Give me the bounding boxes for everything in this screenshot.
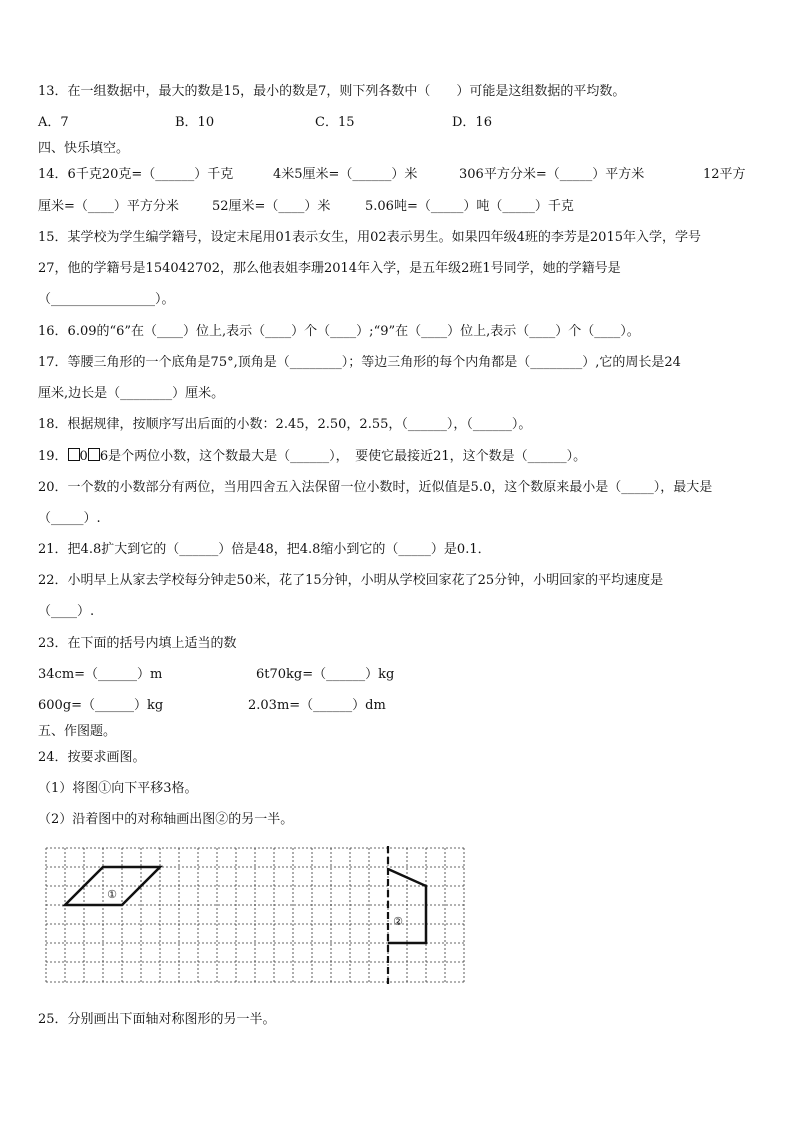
q17-line2: 厘米,边长是（________）厘米。 [38, 386, 225, 401]
figure-1-label: ① [107, 888, 117, 901]
option-a: A．7 [38, 115, 69, 130]
option-d: D．16 [452, 115, 492, 130]
q14-part7: 5.06吨=（_____）吨（_____）千克 [365, 199, 574, 214]
section-4-heading: 四、快乐填空。 [38, 141, 130, 156]
q25-stem: 25．分别画出下面轴对称图形的另一半。 [38, 1012, 276, 1027]
q17-line1: 17．等腰三角形的一个底角是75°,顶角是（________）；等边三角形的每个内角都是（________）,它的周长是24 [38, 355, 681, 370]
q19-digit: 0 [79, 449, 88, 464]
q15-line1: 15．某学校为学生编学籍号，设定末尾用01表示女生，用02表示男生。如果四年级4班的李芳是2015年入学，学号 [38, 230, 701, 245]
q22-line1: 22．小明早上从家去学校每分钟走50米，花了15分钟，小明从学校回家花了25分钟，小明回家的平均速度是 [38, 573, 664, 588]
q23-item4: 2.03m=（______）dm [248, 698, 386, 713]
figure-2-label: ② [393, 915, 403, 928]
q20-line1: 20．一个数的小数部分有两位，当用四舍五入法保留一位小数时，近似值是5.0，这个数原来最小是（_____），最大是 [38, 480, 713, 495]
q14-part2: 4米5厘米=（______）米 [273, 167, 418, 182]
q23-row1 [38, 667, 394, 683]
q19-rest: 6是个两位小数，这个数最大是（______）， 要使它最接近21，这个数是（______）。 [99, 449, 587, 464]
q23-stem: 23．在下面的括号内填上适当的数 [38, 636, 237, 651]
q20-line2: （_____）. [38, 511, 101, 526]
q23-item3: 600g=（______）kg [38, 698, 164, 713]
q14-part5: 厘米=（____）平方分米 [38, 199, 179, 214]
q24-stem: 24．按要求画图。 [38, 750, 146, 765]
q23-item1: 34cm=（______）m [38, 667, 163, 682]
q19-number: 19． [38, 449, 68, 464]
drawing-grid [45, 846, 467, 986]
q21: 21．把4.8扩大到它的（______）倍是48，把4.8缩小到它的（_____）是0.1． [38, 542, 491, 557]
q13-stem: 13．在一组数据中，最大的数是15，最小的数是7，则下列各数中（ ）可能是这组数据的平均数。 [38, 84, 626, 99]
q16: 16．6.09的“6”在（____）位上,表示（____）个（____）;“9”在（____）位上,表示（____）个（____）。 [38, 324, 640, 339]
q18: 18．根据规律，按顺序写出后面的小数：2.45，2.50，2.55，（______），（______）。 [38, 417, 532, 432]
q24-sub2: （2）沿着图中的对称轴画出图②的另一半。 [38, 812, 294, 827]
q22-line2: （____）. [38, 604, 95, 619]
q15-line2: 27，他的学籍号是154042702，那么他表姐李珊2014年入学，是五年级2班1号同学，她的学籍号是 [38, 261, 621, 276]
q13-options [38, 115, 492, 131]
q14-line1 [38, 167, 746, 183]
blank-box [88, 448, 100, 461]
blank-box [68, 448, 80, 461]
q14-part1: 14．6千克20克=（______）千克 [38, 167, 234, 182]
section-5-heading: 五、作图题。 [38, 724, 117, 739]
q23-row2 [38, 698, 386, 714]
q24-sub1: （1）将图①向下平移3格。 [38, 781, 198, 796]
q14-part6: 52厘米=（____）米 [212, 199, 331, 214]
q14-part3: 306平方分米=（_____）平方米 [459, 167, 645, 182]
q23-item2: 6t70kg=（______）kg [256, 667, 395, 682]
option-c: C．15 [315, 115, 355, 130]
q15-line3: （________________）。 [38, 292, 175, 307]
option-b: B．10 [175, 115, 215, 130]
q19 [38, 448, 586, 465]
q14-line2 [38, 199, 574, 215]
q14-part4: 12平方 [703, 167, 746, 182]
